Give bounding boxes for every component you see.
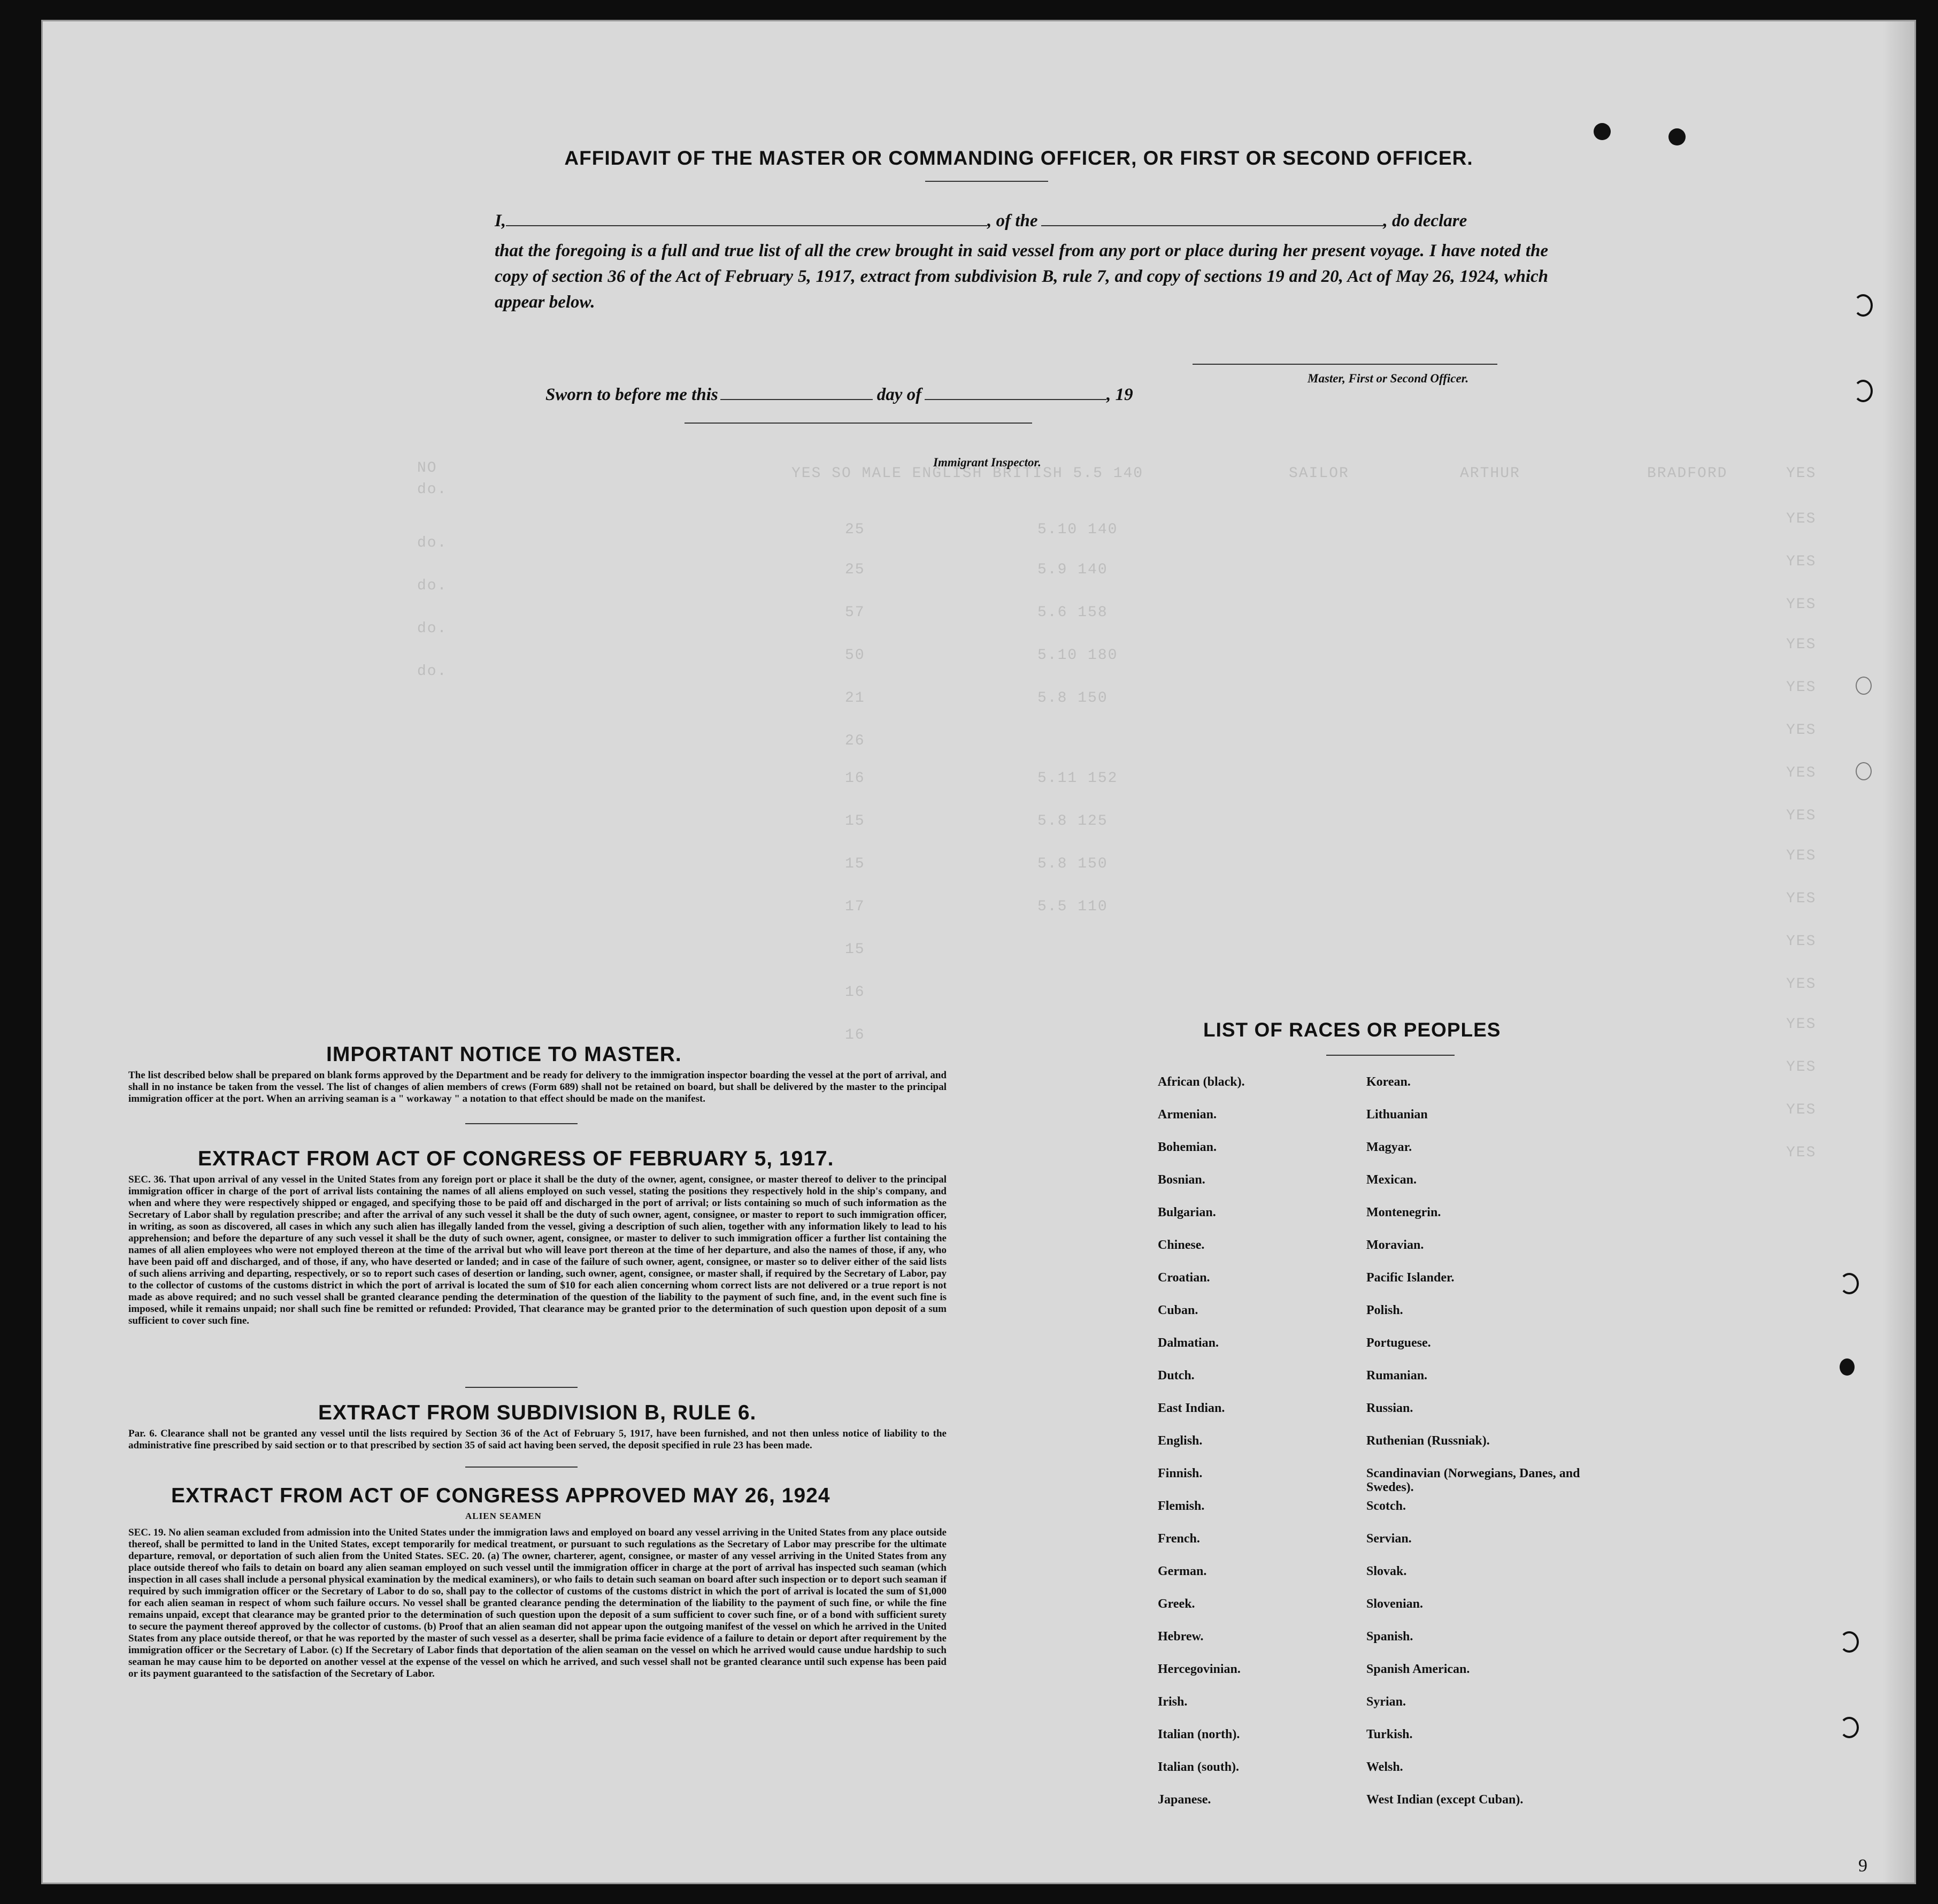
race-item: Syrian. <box>1366 1695 1406 1709</box>
of-the-label: , of the <box>987 211 1038 231</box>
document-page: YES YES YES YES YES YES YES YES YES YES YES YES YES YES YES YES YES SAILOR ARTHUR BRADFORD YES SO MALE ENGLISH BRITISH 5.5 140 25 25 57 50 21 26 16 15 15 17 15 16 16 5.10 140 5.9 140 5.6 158 5.10 180 5.8 150 5.11 152 5.8 125 5.8 150 5.5 110 NO do. do. do. do. do. AFFIDAVIT OF THE MASTER OR COMMANDING OFFICER, OR FIRST OR SECOND OFFICER. I, , of the , do declare that the foregoing is a full and true list of all the crew brought in said vessel from any port or place during her present voyage. I have noted the copy of section 36 of the Act of February 5, 1917, extract from subdivision B, rule 7, and copy of sections 19 and 20, Act of May 26, 1924, which appear below. Master, First or Second Officer. Sworn to before me this day of , 19 Immigrant Inspector. IMPORTANT NOTICE TO MASTER. The list described below shall be prepared on blank forms approved by the Department and be ready for delivery to the immigration inspector boarding the vessel at the port of arrival, and shall in no instance be taken from the vessel. The list of changes of alien members of crews (Form 689) shall not be retained on board, but shall be delivered by the master to the principal immigration officer at the port. When an arriving seaman is a " workaway " a notation to that effect should be made on the manifest. EXTRACT FROM ACT OF CONGRESS OF FEBRUARY 5, 1917. SEC. 36. That upon arrival of any vessel in the United States from any foreign port or place it shall be the duty of the owner, agent, consignee, or master thereof to deliver to the principal immigration officer in charge of the port of arrival lists containing the names of all aliens employed on such vessel, stating the positions they respectively hold in the ship's company, and when and where they were respectively shipped or engaged, and specifying those to be paid off and discharged in the port of arrival; or lists containing so much of such information as the Secretary of Labor shall by regulation prescribe; and after the arrival of any such vessel it shall be the duty of such owner, agent, consignee, or master to report to such immigration officer, in writing, as soon as discovered, all cases in which any such alien has illegally landed from the vessel, giving a description of such alien, together with any information likely to lead to his apprehension; and before the departure of any such vessel it shall be the duty of such owner, agent, consignee, or master to deliver to such immigration officer a further list containing the names of all alien employees who were not employed thereon at the time of the arrival but who will leave port thereon at the time of her departure, and also the names of those, if any, who have been paid off and discharged, and of those, if any, who have deserted or landed; and in case of the failure of such owner, agent, consignee, or master so to deliver either of the said lists of such aliens arriving and departing, respectively, or so to report such cases of desertion or landing, such owner, agent, consignee, or master shall, if required by the Secretary of Labor, pay to the collector of customs of the customs district in which the port of arrival is located the sum of $10 for each alien concerning whom correct lists are not delivered or a true report is not made as above required; and no such vessel shall be granted clearance pending the determination of the question of the liability to the payment of such fine, and, in the event such fine is imposed, while it remains unpaid; nor shall such fine be remitted or refunded: Provided, That clearance may be granted prior to the determination of such question upon deposit of a sum sufficient to cover such fine. EXTRACT FROM SUBDIVISION B, RULE 6. Par. 6. Clearance shall not be granted any vessel until the lists required by Section 36 of the Act of February 5, 1917, have been furnished, and not then unless notice of liability to the administrative fine prescribed by said section or to that prescribed by section 35 of said act having been served, the deposit specified in rule 23 has been made. EXTRACT FROM ACT OF CONGRESS APPROVED MAY 26, 1924 ALIEN SEAMEN SEC. 19. No alien seaman excluded from admission into the United States under the immigration laws and employed on board any vessel arriving in the United States from any place outside thereof, shall be permitted to land in the United States, except temporarily for medical treatment, or pursuant to such regulations as the Secretary of Labor may prescribe for the ultimate departure, removal, or deportation of such alien from the United States. SEC. 20. (a) The owner, charterer, agent, consignee, or master of any vessel arriving in the United States from any place outside thereof who fails to detain on board any alien seaman employed on such vessel until the immigration officer in charge at the port of arrival has inspected such seaman (which inspection in all cases shall include a personal physical examination by the medical examiners), or who fails to detain such seaman on board after such inspection or to deport such seaman if required by such immigration officer or the Secretary of Labor to do so, shall pay to the collector of customs of the customs district in which the port of arrival is located the sum of $1,000 for each alien seaman in respect of whom such failure occurs. No vessel shall be granted clearance pending the determination of the liability to the payment of such fine, or while the fine remains unpaid, except that clearance may be granted prior to the determination of such question upon the deposit of a sum sufficient to cover such fine, or of a bond with sufficient surety to secure the payment thereof approved by the collector of customs. (b) Proof that an alien seaman did not appear upon the outgoing manifest of the vessel on which he arrived in the United States from any place outside thereof, or that he was reported by the master of such vessel as a deserter, shall be prima facie evidence of a failure to detain or deport after requirement by the immigration officer or the Secretary of Labor. (c) If the Secretary of Labor finds that deportation of the alien seaman on the vessel on which he arrived would cause undue hardship to such seaman he may cause him to be deported on another vessel at the expense of the vessel on which he arrived, and such vessel shall not be granted clearance until such expense has been paid or its payment guaranteed to the satisfaction of the Secretary of Labor. LIST OF RACES OR PEOPLES African (black). Armenian. Bohemian. Bosnian. Bulgarian. Chinese. Croatian. Cuban. Dalmatian. Dutch. East Indian. English. Finnish. Flemish. French. German. Greek. Hebrew. Hercegovinian. Irish. Italian (north). Italian (south). Japanese. Korean. Lithuanian Magyar. Mexican. Montenegrin. Moravian. Pacific Islander. Polish. Portuguese. Rumanian. Russian. Ruthenian (Russniak). Scandinavian (Norwegians, Danes, and Swedes). Scotch. Servian. Slovak. Slovenian. Spanish. Spanish American. Syrian. Turkish. Welsh. West Indian (except Cuban). 9 <box>43 21 1914 1883</box>
race-item: Spanish. <box>1366 1630 1413 1644</box>
race-item: Pacific Islander. <box>1366 1271 1455 1285</box>
signature-line[interactable] <box>1193 364 1497 365</box>
declarant-prefix: I, <box>495 211 506 231</box>
subdivision-title: EXTRACT FROM SUBDIVISION B, RULE 6. <box>318 1401 757 1424</box>
notice-title: IMPORTANT NOTICE TO MASTER. <box>326 1043 682 1066</box>
sworn-day-of: day of <box>876 385 922 404</box>
race-item: Slovak. <box>1366 1564 1407 1578</box>
race-item: Bohemian. <box>1158 1140 1217 1154</box>
race-item: Greek. <box>1158 1597 1195 1611</box>
ring-hole <box>1856 677 1872 695</box>
race-item: Dutch. <box>1158 1369 1195 1383</box>
declarant-name-blank[interactable] <box>506 225 987 226</box>
ring-hole <box>1840 1717 1859 1738</box>
affidavit-declaration-line <box>495 211 1548 231</box>
race-item: West Indian (except Cuban). <box>1366 1793 1524 1807</box>
race-item: Slovenian. <box>1366 1597 1424 1611</box>
extract-1924-subtitle: ALIEN SEAMEN <box>465 1511 542 1521</box>
sworn-month-blank[interactable] <box>925 399 1106 400</box>
race-item: Hebrew. <box>1158 1630 1204 1644</box>
margin-mark: 9 <box>1858 1856 1867 1876</box>
extract-1917-title: EXTRACT FROM ACT OF CONGRESS OF FEBRUARY 5, 1917. <box>198 1147 834 1170</box>
race-item: Croatian. <box>1158 1271 1210 1285</box>
race-item: Russian. <box>1366 1401 1413 1415</box>
ring-hole <box>1854 294 1873 317</box>
race-item: Moravian. <box>1366 1238 1424 1252</box>
race-item: Polish. <box>1366 1303 1403 1317</box>
notice-body: The list described below shall be prepared on blank forms approved by the Department and be ready for delivery to the immigration inspector boarding the vessel at the port of arrival, and shall in no instance be taken from the vessel. The list of changes of alien members of crews (Form 689) shall not be retained on board, but shall be delivered by the master to the principal immigration officer at the port. When an arriving seaman is a " workaway " a notation to that effect should be made on the manifest. <box>128 1070 947 1104</box>
race-item: Ruthenian (Russniak). <box>1366 1434 1490 1448</box>
title-divider <box>925 181 1048 182</box>
affidavit-body: that the foregoing is a full and true list of all the crew brought in said vessel from any port or place during her present voyage. I have noted the copy of section 36 of the Act of February 5, 1917, extract from subdivision B, rule 7, and copy of sections 19 and 20, Act of May 26, 1924, which appear below. <box>495 241 1548 312</box>
notice-divider <box>465 1123 578 1124</box>
race-item: Montenegrin. <box>1366 1206 1441 1219</box>
race-item: French. <box>1158 1532 1200 1546</box>
race-item: Hercegovinian. <box>1158 1662 1241 1676</box>
punch-hole <box>1840 1358 1855 1376</box>
races-divider <box>1326 1055 1455 1056</box>
races-title: LIST OF RACES OR PEOPLES <box>1203 1019 1501 1041</box>
race-item: Scandinavian (Norwegians, Danes, and Swedes). <box>1366 1467 1580 1494</box>
sworn-line <box>545 385 1133 405</box>
sworn-prefix: Sworn to before me this <box>545 385 718 404</box>
race-item: Korean. <box>1366 1075 1411 1089</box>
race-item: Servian. <box>1366 1532 1412 1546</box>
ring-hole <box>1854 380 1873 402</box>
subdivision-divider <box>465 1467 578 1468</box>
race-item: African (black). <box>1158 1075 1245 1089</box>
extract-1924-title: EXTRACT FROM ACT OF CONGRESS APPROVED MAY 26, 1924 <box>171 1484 830 1507</box>
declare-label: , do declare <box>1383 211 1467 231</box>
subdivision-body: Par. 6. Clearance shall not be granted any vessel until the lists required by Section 36 of the Act of February 5, 1917, have been furnished, and not then unless notice of liability to the administrative fine prescribed by said section or to that prescribed by section 35 of said act having been served, the deposit specified in rule 23 has been made. <box>128 1428 947 1451</box>
race-item: Armenian. <box>1158 1108 1217 1122</box>
race-item: Magyar. <box>1366 1140 1412 1154</box>
race-item: Flemish. <box>1158 1499 1205 1513</box>
race-item: Cuban. <box>1158 1303 1198 1317</box>
race-item: English. <box>1158 1434 1203 1448</box>
ring-hole <box>1840 1631 1859 1653</box>
race-item: Japanese. <box>1158 1793 1211 1807</box>
race-item: Mexican. <box>1366 1173 1417 1187</box>
sworn-day-blank[interactable] <box>720 399 873 400</box>
race-item: Chinese. <box>1158 1238 1205 1252</box>
extract-1917-body: SEC. 36. That upon arrival of any vessel in the United States from any foreign port or place it shall be the duty of the owner, agent, consignee, or master thereof to deliver to the principal immigration officer in charge of the port of arrival lists containing the names of all aliens employed on such vessel, stating the positions they respectively hold in the ship's company, and when and where they were respectively shipped or engaged, and specifying those to be paid off and discharged in the port of arrival; or lists containing so much of such information as the Secretary of Labor shall by regulation prescribe; and after the arrival of any such vessel it shall be the duty of such owner, agent, consignee, or master to report to such immigration officer, in writing, as soon as discovered, all cases in which any such alien has illegally landed from the vessel, giving a description of such alien, together with any information likely to lead to his apprehension; and before the departure of any such vessel it shall be the duty of such owner, agent, consignee, or master to deliver to such immigration officer a further list containing the names of all alien employees who were not employed thereon at the time of the arrival but who will leave port thereon at the time of her departure, and also the names of those, if any, who have been paid off and discharged, and of those, if any, who have deserted or landed; and in case of the failure of such owner, agent, consignee, or master so to deliver either of the said lists of such aliens arriving and departing, respectively, or so to report such cases of desertion or landing, such owner, agent, consignee, or master shall, if required by the Secretary of Labor, pay to the collector of customs of the customs district in which the port of arrival is located the sum of $10 for each alien concerning whom correct lists are not delivered or a true report is not made as above required; and no such vessel shall be granted clearance pending the determination of the question of the liability to the payment of such fine, and, in the event such fine is imposed, while it remains unpaid; nor shall such fine be remitted or refunded: Provided, That clearance may be granted prior to the determination of such question upon deposit of a sum sufficient to cover such fine. <box>128 1174 947 1326</box>
affidavit-title: AFFIDAVIT OF THE MASTER OR COMMANDING OFFICER, OR FIRST OR SECOND OFFICER. <box>564 147 1473 169</box>
vessel-name-blank[interactable] <box>1041 225 1383 226</box>
ring-hole <box>1840 1273 1859 1294</box>
race-item: Turkish. <box>1366 1728 1413 1741</box>
race-item: Dalmatian. <box>1158 1336 1219 1350</box>
race-item: Spanish American. <box>1366 1662 1470 1676</box>
race-item: Rumanian. <box>1366 1369 1428 1383</box>
punch-hole <box>1668 128 1686 145</box>
race-item: Welsh. <box>1366 1760 1403 1774</box>
race-item: East Indian. <box>1158 1401 1225 1415</box>
race-item: Scotch. <box>1366 1499 1406 1513</box>
inspector-signature-line[interactable] <box>685 423 1032 424</box>
race-item: Irish. <box>1158 1695 1188 1709</box>
signature-label: Master, First or Second Officer. <box>1308 372 1469 385</box>
race-item: Portuguese. <box>1366 1336 1431 1350</box>
ring-hole <box>1856 762 1872 780</box>
race-item: Italian (north). <box>1158 1728 1240 1741</box>
race-item: Bulgarian. <box>1158 1206 1216 1219</box>
race-item: Lithuanian <box>1366 1108 1428 1122</box>
race-item: Finnish. <box>1158 1467 1203 1480</box>
extract-1917-divider <box>465 1387 578 1388</box>
race-item: Italian (south). <box>1158 1760 1240 1774</box>
extract-1924-body: SEC. 19. No alien seaman excluded from admission into the United States under the immigration laws and employed on board any vessel arriving in the United States from any place outside thereof, shall be permitted to land in the United States, except temporarily for medical treatment, or pursuant to such regulations as the Secretary of Labor may prescribe for the ultimate departure, removal, or deportation of such alien from the United States. SEC. 20. (a) The owner, charterer, agent, consignee, or master of any vessel arriving in the United States from any place outside thereof who fails to detain on board any alien seaman employed on such vessel until the immigration officer in charge at the port of arrival has inspected such seaman (which inspection in all cases shall include a personal physical examination by the medical examiners), or who fails to detain such seaman on board after such inspection or to deport such seaman if required by such immigration officer or the Secretary of Labor to do so, shall pay to the collector of customs of the customs district in which the port of arrival is located the sum of $1,000 for each alien seaman in respect of whom such failure occurs. No vessel shall be granted clearance pending the determination of the liability to the payment of such fine, or while the fine remains unpaid, except that clearance may be granted prior to the determination of such question upon the deposit of a sum sufficient to cover such fine, or of a bond with sufficient surety to secure the payment thereof approved by the collector of customs. (b) Proof that an alien seaman did not appear upon the outgoing manifest of the vessel on which he arrived in the United States from any place outside thereof, or that he was reported by the master of such vessel as a deserter, shall be prima facie evidence of a failure to detain or deport after requirement by the immigration officer or the Secretary of Labor. (c) If the Secretary of Labor finds that deportation of the alien seaman on the vessel on which he arrived would cause undue hardship to such seaman he may cause him to be deported on another vessel at the expense of the vessel on which he arrived, and such vessel shall not be granted clearance until such expense has been paid or its payment guaranteed to the satisfaction of the Secretary of Labor. <box>128 1527 947 1679</box>
race-item: Bosnian. <box>1158 1173 1205 1187</box>
inspector-label: Immigrant Inspector. <box>933 456 1041 469</box>
punch-hole <box>1594 123 1611 140</box>
race-item: German. <box>1158 1564 1207 1578</box>
sworn-year: , 19 <box>1106 385 1133 404</box>
